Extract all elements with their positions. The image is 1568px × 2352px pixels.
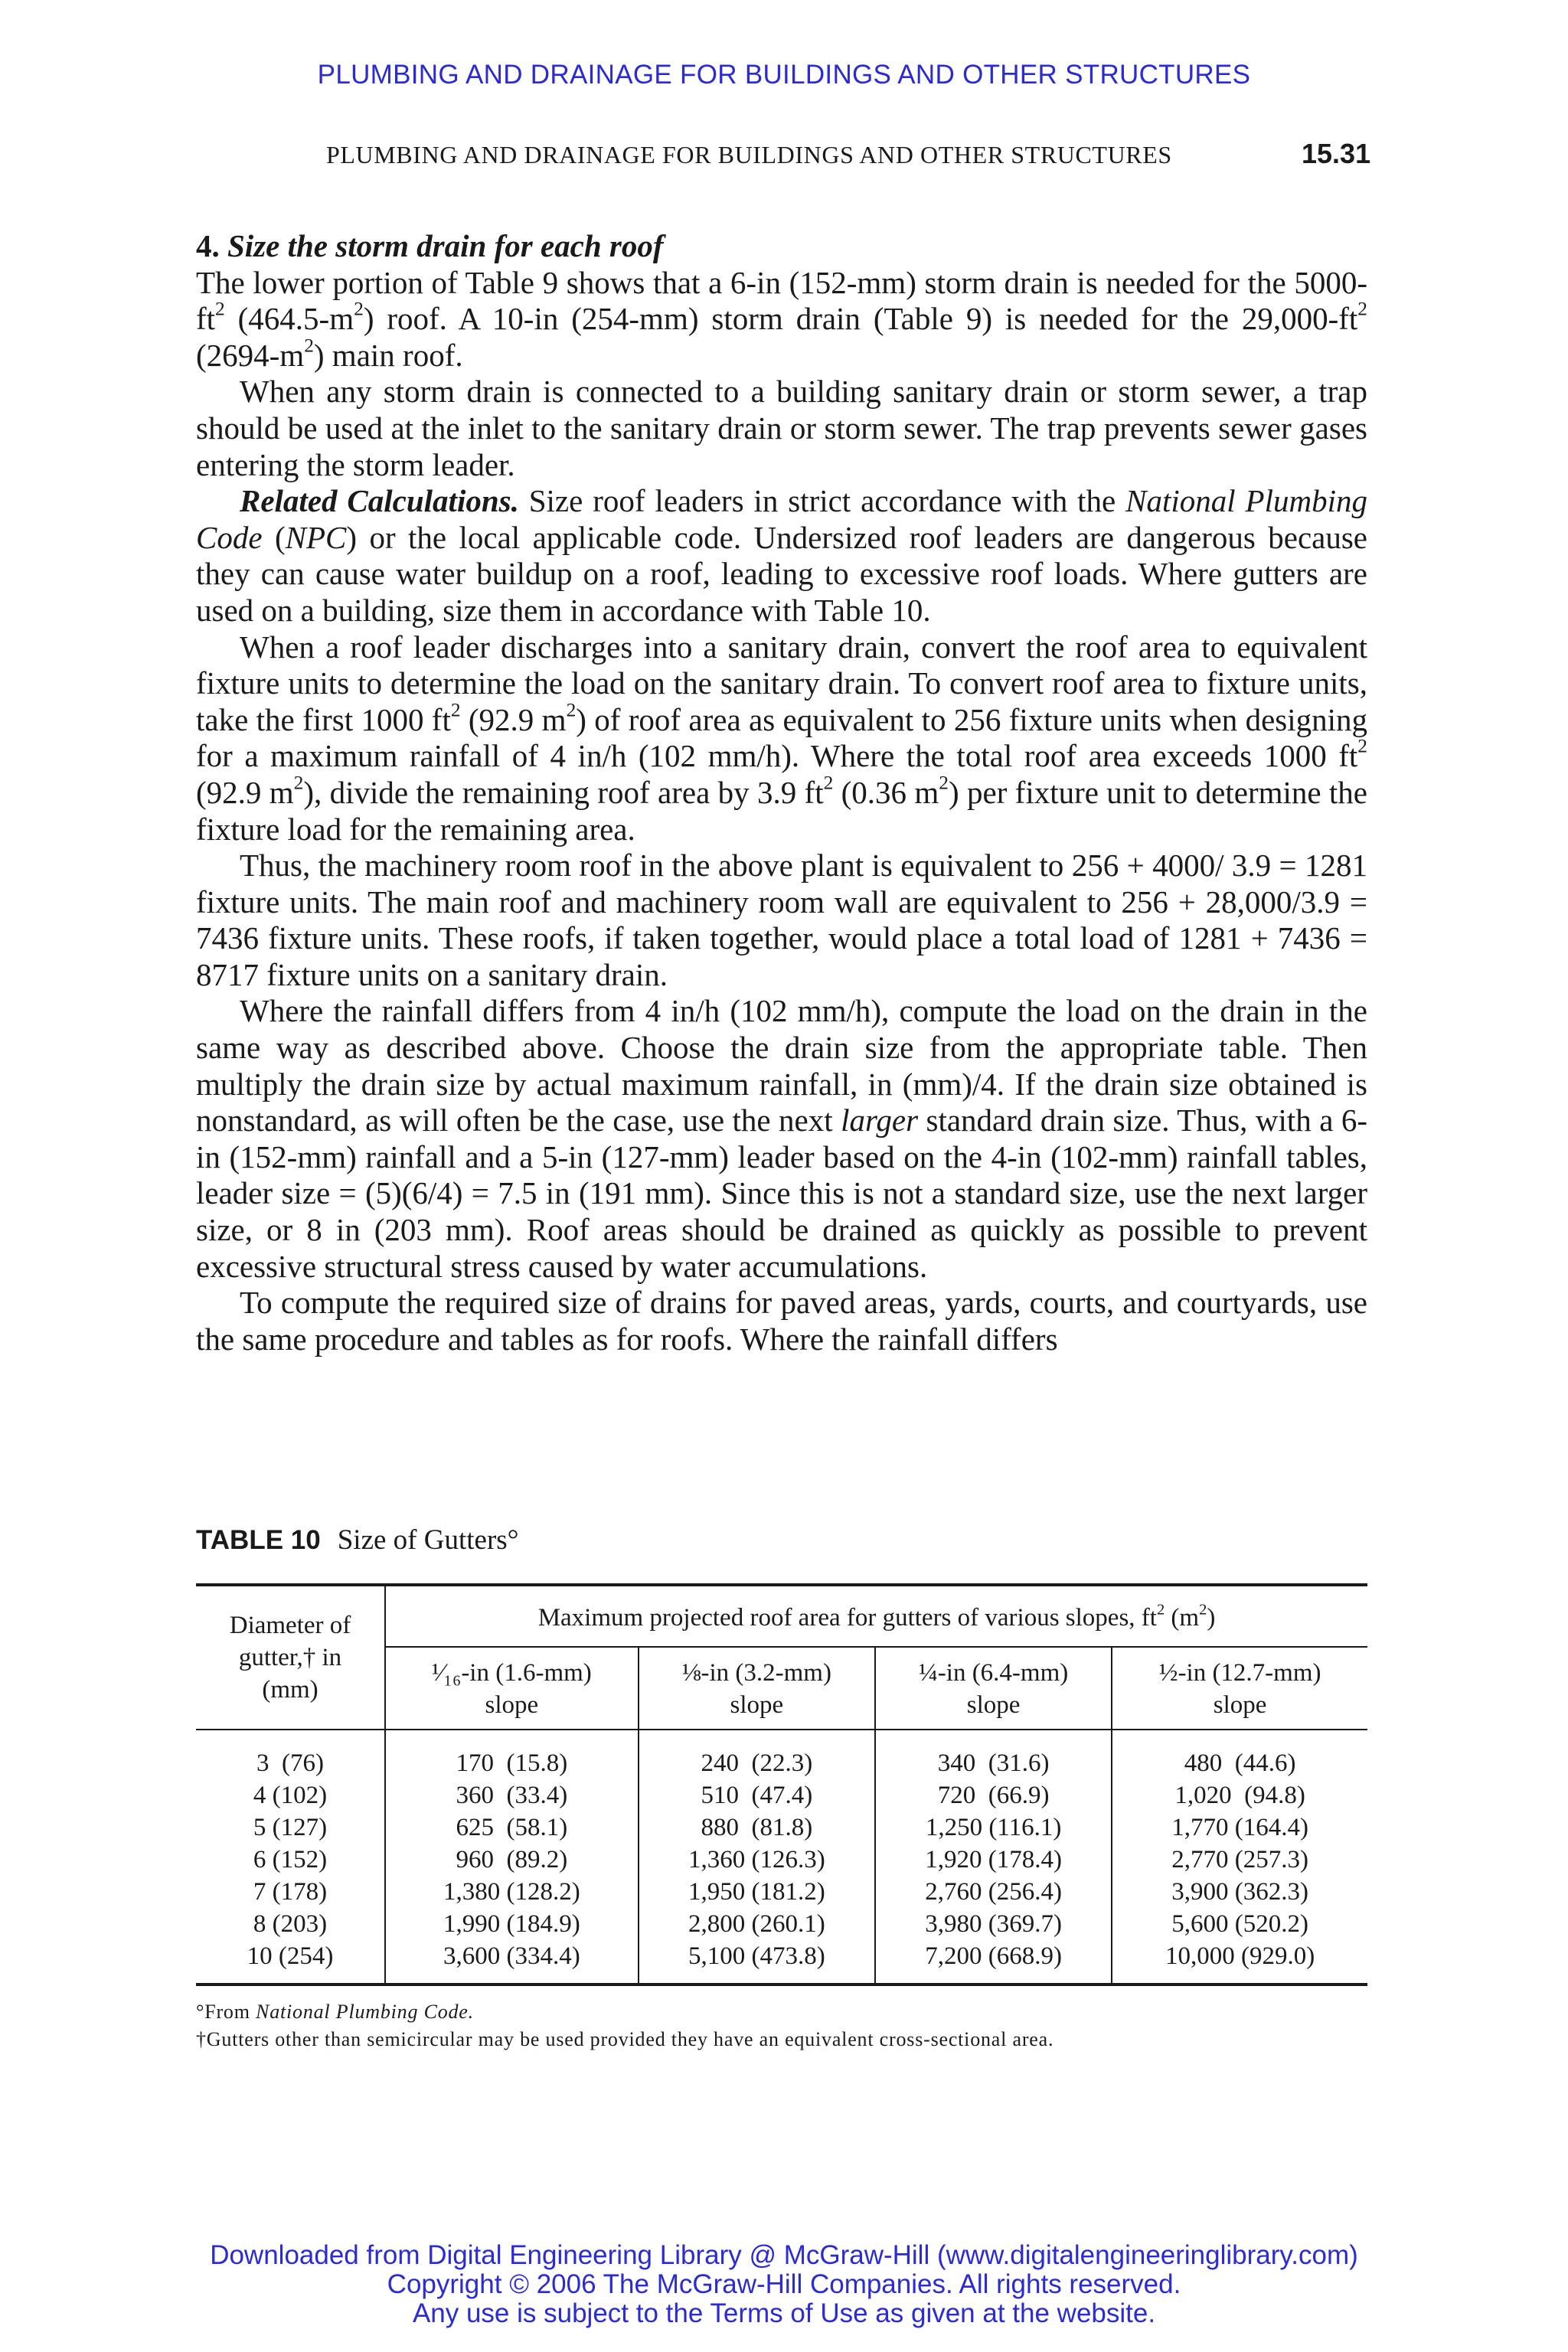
diameter-column-header: Diameter of gutter,† in (mm) <box>196 1585 385 1730</box>
footer-download-line: Downloaded from Digital Engineering Library @ McGraw-Hill (www.digitalengineeringlibrary.com) <box>210 2240 1358 2270</box>
paragraph-fixture-units: When a roof leader discharges into a sanitary drain, convert the roof area to equivalent fixture units to determine the load on the sanitary drain. To convert roof area to fixture units, take the first 1000 $ft^2$ (92.9 $m^2$) of roof area as equivalent to 256 fixture units when designing for a maximum rainfall of 4 in/h (102 mm/h). Where the total roof area exceeds 1000 $ft^2$ (92.9 $m^2$), divide the remaining roof area by 3.9 $ft^2$ (0.36 $m^2$) per fixture unit to determine the fixture load for the remaining area. <box>196 629 1368 847</box>
footer-copyright-line: Copyright © 2006 The McGraw-Hill Companies. All rights reserved. <box>387 2269 1181 2299</box>
table-row: 5 (127) 625 (58.1) 880 (81.8) 1,250 (116.1) 1,770 (164.4) <box>196 1811 1367 1844</box>
table-row: 3 (76) 170 (15.8) 240 (22.3) 340 (31.6) 480 (44.6) <box>196 1730 1367 1779</box>
table-row: 4 (102) 360 (33.4) 510 (47.4) 720 (66.9) 1,020 (94.8) <box>196 1779 1367 1811</box>
step-title: Size the storm drain for each roof <box>227 228 664 263</box>
paragraph-rainfall: Where the rainfall differs from 4 in/h (102 mm/h), compute the load on the drain in the same way as described above. Choose the drain size from the appropriate table. Then multiply the drain size by actual maximum rainfall, in (mm)/4. If the drain size obtained is nonstandard, as will often be the case, use the next larger standard drain size. Thus, with a 6-in (152-mm) rainfall and a 5-in (127-mm) leader based on the 4-in (102-mm) rainfall tables, leader size = (5)(6/4) = 7.5 in (191 mm). Since this is not a standard size, use the next larger size, or 8 in (203 mm). Roof areas should be drained as quickly as possible to prevent excessive structural stress caused by water accumulations. <box>196 993 1367 1284</box>
slope-header: ¹⁄₁₆-in (1.6-mm) slope <box>385 1647 639 1730</box>
running-head-title: PLUMBING AND DRAINAGE FOR BUILDINGS AND OTHER STRUCTURES <box>326 141 1172 168</box>
body-text <box>196 228 1367 1357</box>
footnote-source: °From National Plumbing Code. <box>196 2001 474 2023</box>
table-row: 8 (203) 1,990 (184.9) 2,800 (260.1) 3,980 (369.7) 5,600 (520.2) <box>196 1908 1367 1940</box>
slope-header: ⅛-in (3.2-mm) slope <box>639 1647 875 1730</box>
table-label: TABLE 10 <box>196 1525 321 1555</box>
paragraph-trap: When any storm drain is connected to a building sanitary drain or storm sewer, a trap should be used at the inlet to the sanitary drain or storm sewer. The trap prevents sewer gases entering the storm leader. <box>196 374 1367 482</box>
document-banner-title: PLUMBING AND DRAINAGE FOR BUILDINGS AND OTHER STRUCTURES <box>317 60 1251 90</box>
gutter-size-table <box>196 1583 1367 1986</box>
step-heading: 4. Size the storm drain for each roof <box>196 228 664 263</box>
paragraph-related-calculations: Related Calculations. Size roof leaders in strict accordance with the National Plumbing Code (NPC) or the local applicable code. Undersized roof leaders are dangerous because they can cause water buildup on a roof, leading to excessive roof loads. Where gutters are used on a building, size them in accordance with Table 10. <box>196 483 1368 628</box>
page-number: 15.31 <box>1302 138 1371 169</box>
table-row: 7 (178) 1,380 (128.2) 1,950 (181.2) 2,760 (256.4) 3,900 (362.3) <box>196 1876 1367 1908</box>
roof-area-span-header: Maximum projected roof area for gutters of various slopes, $ft^2$ $(m^2)$ <box>385 1585 1367 1647</box>
paragraph-storm-drain-size: The lower portion of Table 9 shows that a 6-in (152-mm) storm drain is needed for the $5000-ft^2$ $(464.5-m^2)$ roof. A 10-in (254-mm) storm drain (Table 9) is needed for the $29,000-ft^2$ $(2694-m^2)$ main roof. <box>196 264 1367 373</box>
paragraph-paved-areas: To compute the required size of drains for paved areas, yards, courts, and courtyards, use the same procedure and tables as for roofs. Where the rainfall differs <box>196 1285 1367 1357</box>
paragraph-machinery-room: Thus, the machinery room roof in the above plant is equivalent to 256 + 4000/ 3.9 = 1281 fixture units. The main roof and machinery room wall are equivalent to 256 + 28,000/3.9 = 7436 fixture units. These roofs, if taken together, would place a total load of 1281 + 7436 = 8717 fixture units on a sanitary drain. <box>196 848 1367 992</box>
slope-header: ½-in (12.7-mm) slope <box>1112 1647 1367 1730</box>
table-title: Size of Gutters° <box>337 1524 519 1556</box>
footnote-gutters: †Gutters other than semicircular may be used provided they have an equivalent cross-sectional area. <box>196 2028 1054 2050</box>
table-row: 10 (254) 3,600 (334.4) 5,100 (473.8) 7,200 (668.9) 10,000 (929.0) <box>196 1940 1367 1984</box>
table-caption <box>196 1524 518 1557</box>
related-calculations-label: Related Calculations. <box>240 483 519 519</box>
footer-terms-line: Any use is subject to the Terms of Use as given at the website. <box>412 2298 1156 2328</box>
table-row: 6 (152) 960 (89.2) 1,360 (126.3) 1,920 (178.4) 2,770 (257.3) <box>196 1844 1367 1876</box>
table-footnotes <box>196 1998 1367 2053</box>
slope-header: ¼-in (6.4-mm) slope <box>875 1647 1112 1730</box>
download-footer <box>0 2241 1568 2328</box>
